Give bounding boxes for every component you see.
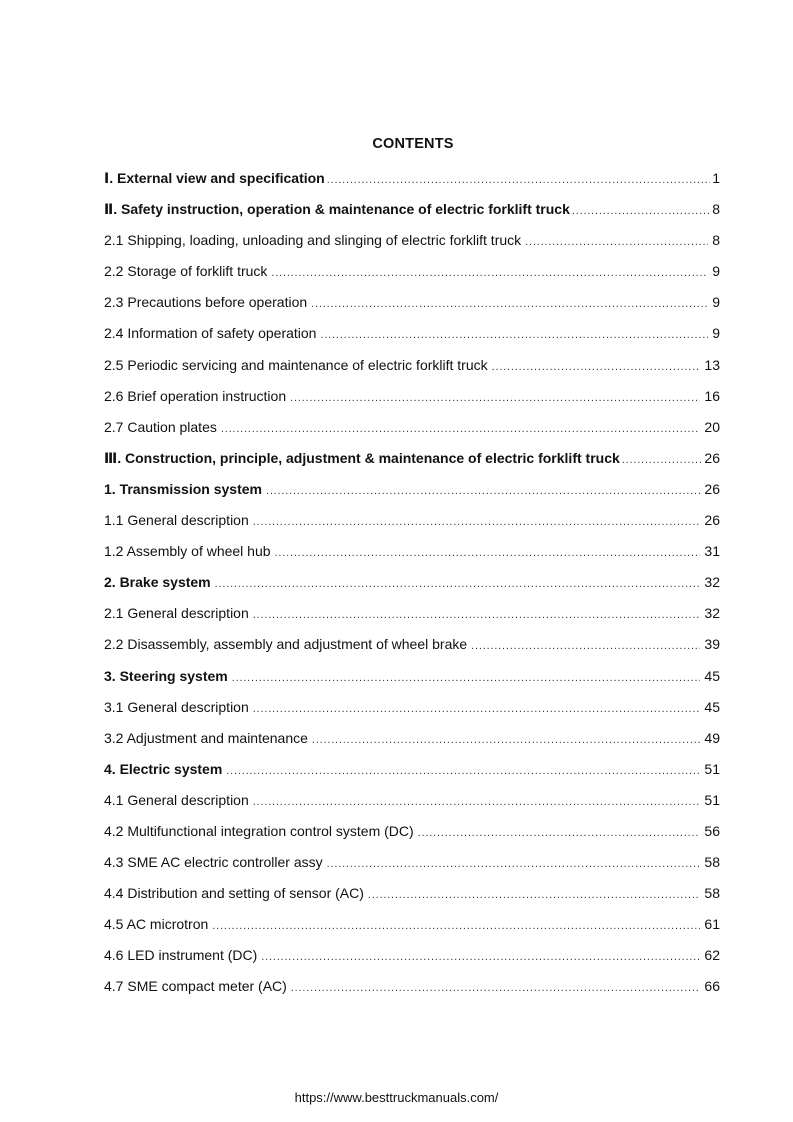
toc-entry-page: 20 — [704, 418, 720, 435]
toc-entry-page: 62 — [704, 947, 720, 964]
toc-entry-label: 2.6 Brief operation instruction — [104, 387, 287, 404]
toc-entry-page: 8 — [712, 232, 720, 249]
table-of-contents — [104, 163, 720, 1003]
toc-leader-dots — [291, 973, 701, 1004]
toc-entry[interactable] — [104, 474, 720, 505]
toc-entry-label: Ⅲ. Construction, principle, adjustment & maintenance of electric forklift truck — [104, 449, 620, 466]
toc-entry-page: 32 — [704, 574, 720, 591]
toc-leader-dots — [368, 880, 701, 911]
toc-entry[interactable] — [104, 194, 720, 225]
footer-url[interactable]: https://www.besttruckmanuals.com/ — [294, 1090, 499, 1105]
toc-entry-page: 66 — [704, 978, 720, 995]
toc-entry-page: 58 — [704, 885, 720, 902]
toc-entry-label: 2.5 Periodic servicing and maintenance of electric forklift truck — [104, 356, 488, 373]
toc-entry-label: 1.2 Assembly of wheel hub — [104, 543, 271, 560]
toc-leader-dots — [320, 320, 708, 351]
toc-entry[interactable] — [104, 256, 720, 287]
toc-entry-page: 39 — [704, 636, 720, 653]
toc-entry-label: 4.3 SME AC electric controller assy — [104, 854, 323, 871]
toc-entry-page: 45 — [704, 698, 720, 715]
toc-entry[interactable] — [104, 505, 720, 536]
toc-leader-dots — [212, 911, 700, 942]
toc-leader-dots — [271, 258, 708, 289]
toc-entry-page: 32 — [704, 605, 720, 622]
toc-leader-dots — [215, 569, 701, 600]
toc-entry[interactable] — [104, 692, 720, 723]
toc-entry-page: 9 — [712, 325, 720, 342]
toc-entry[interactable] — [104, 909, 720, 940]
toc-entry-page: 31 — [704, 543, 720, 560]
toc-entry-page: 9 — [712, 294, 720, 311]
toc-leader-dots — [471, 631, 700, 662]
toc-entry-label: 2. Brake system — [104, 574, 211, 591]
toc-entry-page: 51 — [704, 791, 720, 808]
toc-entry-label: 4.5 AC microtron — [104, 916, 209, 933]
toc-entry-label: 2.7 Caution plates — [104, 418, 217, 435]
toc-entry[interactable] — [104, 318, 720, 349]
toc-entry-label: 2.4 Information of safety operation — [104, 325, 317, 342]
toc-entry-label: 4. Electric system — [104, 760, 223, 777]
toc-leader-dots — [290, 383, 700, 414]
toc-entry[interactable] — [104, 940, 720, 971]
toc-entry-page: 1 — [712, 170, 720, 186]
toc-entry[interactable] — [104, 598, 720, 629]
toc-leader-dots — [327, 849, 701, 880]
page-title: CONTENTS — [372, 136, 454, 152]
toc-entry-label: 2.2 Storage of forklift truck — [104, 263, 268, 280]
toc-entry-page: 16 — [704, 387, 720, 404]
toc-entry[interactable] — [104, 971, 720, 1002]
toc-leader-dots — [327, 165, 710, 196]
toc-entry[interactable] — [104, 754, 720, 785]
toc-leader-dots — [226, 756, 700, 787]
toc-entry-page: 58 — [704, 854, 720, 871]
toc-entry-label: 2.1 General description — [104, 605, 249, 622]
toc-entry-label: Ⅰ. External view and specification — [104, 170, 325, 186]
toc-entry[interactable] — [104, 629, 720, 660]
toc-entry[interactable] — [104, 443, 720, 474]
toc-entry[interactable] — [104, 287, 720, 318]
toc-leader-dots — [261, 942, 700, 973]
toc-entry-label: 1. Transmission system — [104, 480, 262, 497]
toc-leader-dots — [311, 289, 708, 320]
toc-entry-label: 3.1 General description — [104, 698, 249, 715]
toc-entry[interactable] — [104, 785, 720, 816]
toc-entry-label: 4.1 General description — [104, 791, 249, 808]
toc-entry-label: Ⅱ. Safety instruction, operation & maintenance of electric forklift truck — [104, 201, 570, 218]
toc-entry[interactable] — [104, 350, 720, 381]
toc-entry[interactable] — [104, 723, 720, 754]
toc-entry-label: 4.2 Multifunctional integration control system (DC) — [104, 822, 414, 839]
toc-leader-dots — [253, 694, 701, 725]
toc-leader-dots — [492, 352, 701, 383]
toc-leader-dots — [275, 538, 701, 569]
toc-entry-page: 26 — [704, 512, 720, 529]
toc-entry[interactable] — [104, 536, 720, 567]
toc-entry-page: 45 — [704, 667, 720, 684]
toc-entry-label: 4.4 Distribution and setting of sensor (AC) — [104, 885, 364, 902]
toc-leader-dots — [266, 476, 700, 507]
toc-leader-dots — [622, 445, 703, 476]
toc-leader-dots — [525, 227, 708, 258]
toc-entry-page: 9 — [712, 263, 720, 280]
toc-entry[interactable] — [104, 661, 720, 692]
toc-leader-dots — [253, 600, 701, 631]
toc-entry-label: 1.1 General description — [104, 512, 249, 529]
toc-entry-page: 26 — [704, 449, 720, 466]
toc-leader-dots — [253, 507, 701, 538]
toc-entry-label: 4.6 LED instrument (DC) — [104, 947, 258, 964]
toc-entry-label: 3.2 Adjustment and maintenance — [104, 729, 308, 746]
toc-entry-label: 4.7 SME compact meter (AC) — [104, 978, 287, 995]
toc-entry-page: 49 — [704, 729, 720, 746]
toc-leader-dots — [572, 196, 710, 227]
toc-entry-page: 26 — [704, 480, 720, 497]
toc-leader-dots — [418, 818, 701, 849]
toc-entry-label: 2.3 Precautions before operation — [104, 294, 308, 311]
toc-entry[interactable] — [104, 225, 720, 256]
toc-entry[interactable] — [104, 847, 720, 878]
toc-entry-label: 3. Steering system — [104, 667, 228, 684]
toc-leader-dots — [221, 414, 701, 445]
toc-entry-page: 51 — [704, 760, 720, 777]
toc-entry-page: 56 — [704, 822, 720, 839]
toc-entry-page: 61 — [704, 916, 720, 933]
toc-entry[interactable] — [104, 816, 720, 847]
toc-entry[interactable] — [104, 381, 720, 412]
toc-leader-dots — [253, 787, 701, 818]
toc-leader-dots — [232, 663, 701, 694]
toc-entry[interactable] — [104, 878, 720, 909]
toc-leader-dots — [312, 725, 701, 756]
toc-entry[interactable] — [104, 412, 720, 443]
toc-entry[interactable] — [104, 567, 720, 598]
toc-entry-page: 13 — [704, 356, 720, 373]
toc-entry-label: 2.1 Shipping, loading, unloading and slinging of electric forklift truck — [104, 232, 522, 249]
toc-entry-label: 2.2 Disassembly, assembly and adjustment of wheel brake — [104, 636, 468, 653]
toc-entry-page: 8 — [712, 201, 720, 218]
toc-entry[interactable] — [104, 163, 720, 194]
